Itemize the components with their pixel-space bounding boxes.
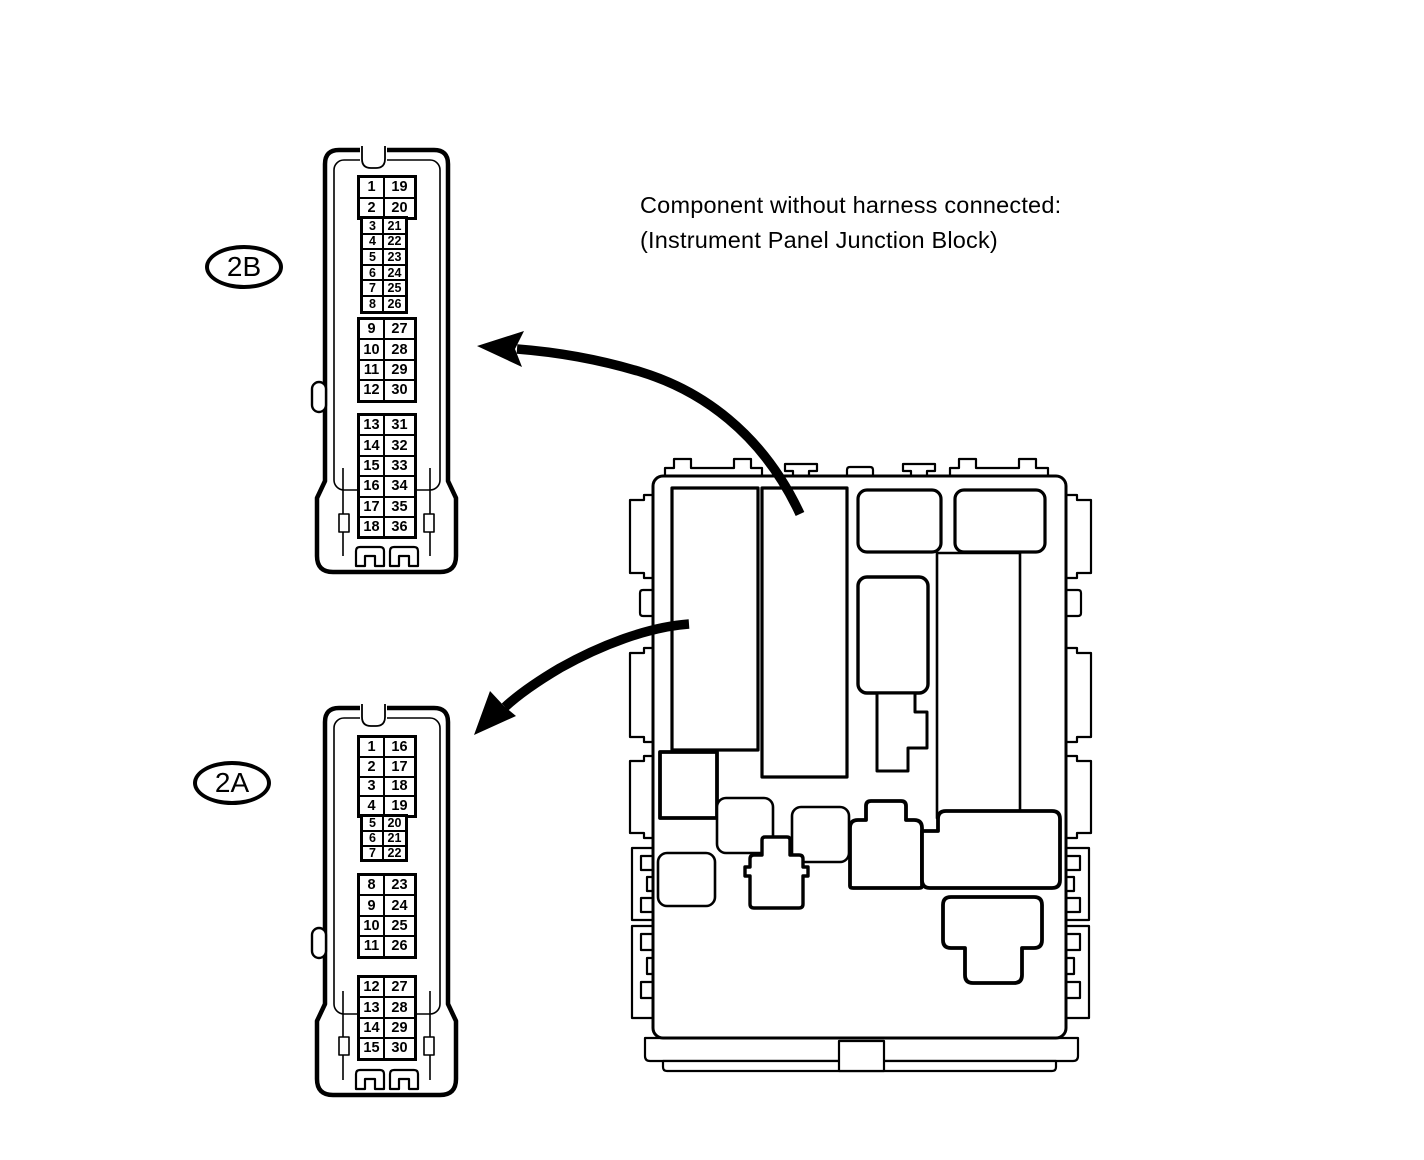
pin-number-cell: 17 <box>359 497 384 517</box>
pin-number-cell: 7 <box>362 846 383 861</box>
pin-number-cell: 9 <box>359 319 384 339</box>
pin-number-cell: 34 <box>384 476 415 496</box>
pin-number-cell: 11 <box>359 360 384 380</box>
junction-block-right-bump-1 <box>1066 495 1091 578</box>
junction-block-cavity-tall-mid <box>762 488 847 777</box>
pin-number-cell: 5 <box>362 816 383 831</box>
pin-number-cell: 27 <box>384 319 415 339</box>
pin-number-cell: 7 <box>362 280 383 296</box>
pin-section-2B-3 <box>357 317 417 403</box>
pin-number-cell: 8 <box>362 296 383 312</box>
pin-section-2A-3 <box>357 873 417 959</box>
junction-block-cavity-tall-right <box>937 553 1020 818</box>
connector-label-2a <box>193 761 271 805</box>
pin-number-cell: 13 <box>359 997 384 1017</box>
pin-number-cell: 22 <box>383 846 406 861</box>
pin-number-cell: 24 <box>384 895 415 915</box>
junction-block-drawing <box>630 459 1091 1071</box>
pin-number-cell: 15 <box>359 456 384 476</box>
pin-number-cell: 29 <box>384 360 415 380</box>
junction-block-right-notch-1 <box>1066 590 1081 616</box>
pin-number-cell: 16 <box>359 476 384 496</box>
pin-number-cell: 30 <box>384 380 415 400</box>
pin-section-2A-1 <box>357 735 417 818</box>
pin-number-cell: 25 <box>384 916 415 936</box>
pin-number-cell: 11 <box>359 936 384 956</box>
pin-number-cell: 16 <box>384 737 415 757</box>
pin-number-cell: 23 <box>383 249 406 265</box>
pin-number-cell: 10 <box>359 339 384 359</box>
connector-2b-foot-hole-right <box>424 514 434 532</box>
connector-2a-foot-hole-right <box>424 1037 434 1055</box>
pin-number-cell: 31 <box>384 415 415 435</box>
pin-number-cell: 4 <box>359 796 384 816</box>
junction-block-cavity-wide-right <box>922 811 1060 888</box>
pin-number-cell: 26 <box>383 296 406 312</box>
connector-2a-foot-hole-left <box>339 1037 349 1055</box>
pin-number-cell: 32 <box>384 435 415 455</box>
pin-number-cell: 13 <box>359 415 384 435</box>
pin-section-2B-1 <box>357 175 417 220</box>
pin-number-cell: 17 <box>384 757 415 777</box>
pin-number-cell: 3 <box>359 777 384 797</box>
pin-number-cell: 19 <box>384 177 415 198</box>
pin-number-cell: 24 <box>383 265 406 281</box>
pin-number-cell: 5 <box>362 249 383 265</box>
pin-number-cell: 21 <box>383 831 406 846</box>
pin-number-cell: 18 <box>384 777 415 797</box>
pin-number-cell: 22 <box>383 234 406 250</box>
junction-block-left-bump-3 <box>630 756 655 838</box>
caption-line-2: (Instrument Panel Junction Block) <box>640 227 998 253</box>
pin-number-cell: 6 <box>362 831 383 846</box>
pin-number-cell: 18 <box>359 517 384 537</box>
pin-number-cell: 30 <box>384 1038 415 1058</box>
pin-number-cell: 14 <box>359 435 384 455</box>
pin-number-cell: 26 <box>384 936 415 956</box>
pin-number-cell: 35 <box>384 497 415 517</box>
pin-number-cell: 4 <box>362 234 383 250</box>
connector-label-2a-text: 2A <box>214 767 250 798</box>
pin-number-cell: 20 <box>384 198 415 219</box>
junction-block-left-bump-2 <box>630 648 655 742</box>
pin-section-2A-2 <box>360 814 408 862</box>
pin-number-cell: 10 <box>359 916 384 936</box>
connector-2b-side-latch <box>312 382 326 412</box>
connector-2a-side-latch <box>312 928 326 958</box>
pin-number-cell: 1 <box>359 737 384 757</box>
junction-block-left-bump-1 <box>630 495 655 578</box>
pin-number-cell: 2 <box>359 757 384 777</box>
junction-block-cavity-small-left <box>660 752 717 818</box>
caption-line-1: Component without harness connected: <box>640 192 1062 218</box>
pin-number-cell: 23 <box>384 875 415 895</box>
junction-block-right-bracket-2 <box>1066 926 1089 1018</box>
connector-2b-foot-hole-left <box>339 514 349 532</box>
connector-2a-top-notch <box>360 705 387 720</box>
junction-block-base-center-block <box>839 1041 884 1071</box>
pin-number-cell: 3 <box>362 218 383 234</box>
pin-number-cell: 14 <box>359 1018 384 1038</box>
pin-number-cell: 6 <box>362 265 383 281</box>
pin-number-cell: 29 <box>384 1018 415 1038</box>
pin-number-cell: 19 <box>384 796 415 816</box>
pin-number-cell: 28 <box>384 997 415 1017</box>
pin-number-cell: 21 <box>383 218 406 234</box>
arrow-to-connector-2b-head <box>477 331 524 367</box>
pin-number-cell: 27 <box>384 977 415 997</box>
pin-number-cell: 1 <box>359 177 384 198</box>
pin-number-cell: 12 <box>359 380 384 400</box>
pin-section-2A-4 <box>357 975 417 1061</box>
pin-number-cell: 28 <box>384 339 415 359</box>
connector-2b-top-notch <box>360 147 387 162</box>
pin-number-cell: 25 <box>383 280 406 296</box>
pin-number-cell: 8 <box>359 875 384 895</box>
pin-number-cell: 2 <box>359 198 384 219</box>
pin-number-cell: 12 <box>359 977 384 997</box>
junction-block-right-bump-3 <box>1066 756 1091 838</box>
pin-number-cell: 15 <box>359 1038 384 1058</box>
caption <box>640 188 1061 258</box>
junction-block-cavity-top-mid <box>858 490 941 552</box>
pin-number-cell: 36 <box>384 517 415 537</box>
junction-block-cavity-tall-left <box>672 488 758 750</box>
pin-number-cell: 9 <box>359 895 384 915</box>
junction-block-cavity-relay-mid <box>858 577 928 693</box>
connector-label-2b <box>205 245 283 289</box>
junction-block-cavity-rounded-3 <box>658 853 715 906</box>
connector-label-2b-text: 2B <box>226 251 262 282</box>
pin-section-2B-2 <box>360 216 408 314</box>
junction-block-right-bracket-1 <box>1066 848 1089 920</box>
junction-block-right-bump-2 <box>1066 648 1091 742</box>
junction-block-cavity-top-right <box>955 490 1045 552</box>
pin-number-cell: 33 <box>384 456 415 476</box>
pin-section-2B-4 <box>357 413 417 539</box>
pin-number-cell: 20 <box>383 816 406 831</box>
